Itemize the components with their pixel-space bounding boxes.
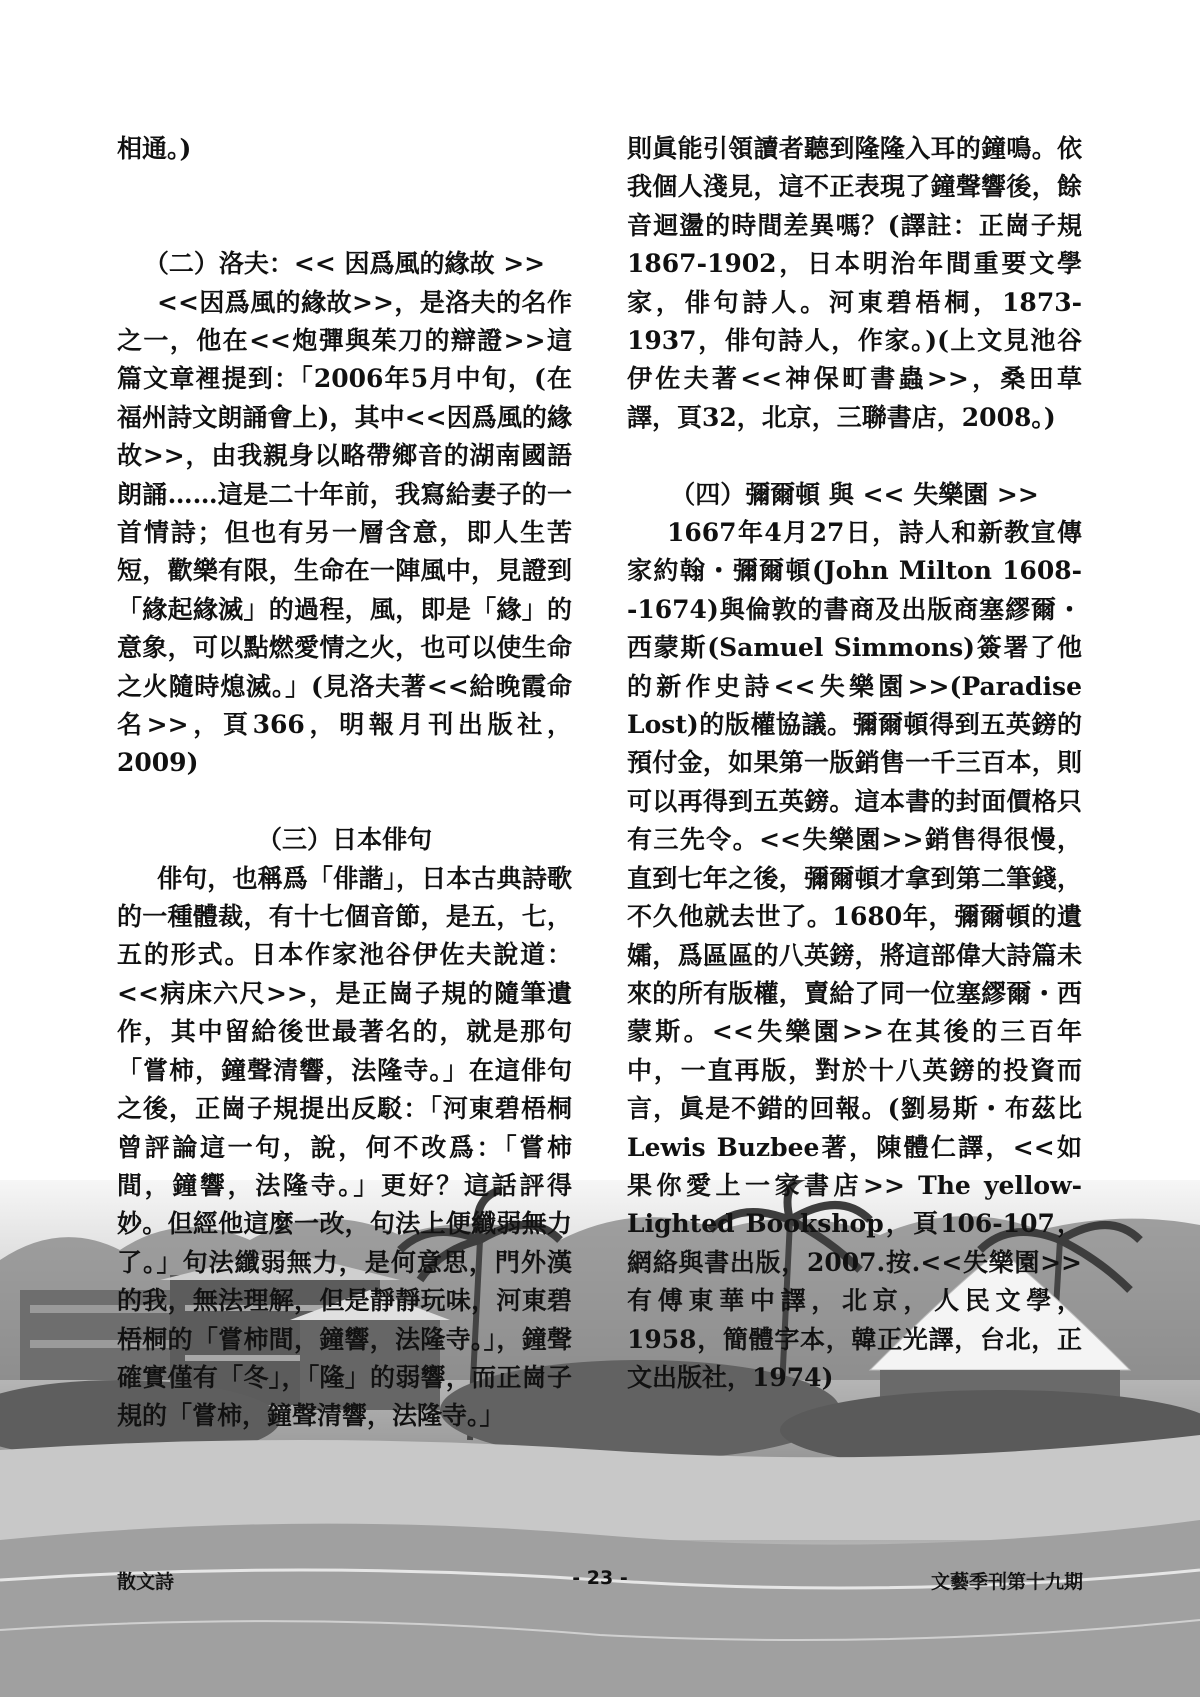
opening-fragment: 相通。): [117, 134, 192, 163]
right-column: [627, 130, 1082, 1397]
section-2-heading: （二）洛夫：<< 因爲風的緣故 >>: [143, 249, 546, 279]
footer-section-name: 散文詩: [117, 1571, 175, 1593]
section-2-body: <<因爲風的緣故>>，是洛夫的名作之一，他在<<炮彈與茱刀的辯證>>這篇文章裡提到：「2006年5月中旬，(在福州詩文朗誦會上)，其中<<因爲風的緣故>>，由我親身以略帶鄉音的湖南國語朗誦……這是二十年前，我寫給妻子的一首情詩；但也有另一層含意，即人生苦短，歡樂有限，生命在一陣風中，見證到「緣起緣滅」的過程，風，即是「緣」的意象，可以點燃愛情之火，也可以使生命之火隨時熄滅。」(見洛夫著<<給晚霞命名>>，頁366，明報月刊出版社，2009): [117, 287, 572, 778]
section-3-heading: （三）日本俳句: [256, 825, 432, 855]
section-3-continuation: 則眞能引領讀者聽到隆隆入耳的鐘鳴。依我個人淺見，這不正表現了鐘聲響後，餘音迴盪的時間差異嗎？(譯註：正崗子規1867-1902，日本明治年間重要文學家，俳句詩人。河東碧梧桐，1873-1937，俳句詩人，作家。)(上文見池谷伊佐夫著<<神保町書蟲>>，桑田草譯，頁32，北京，三聯書店，2008。): [627, 134, 1082, 432]
section-4-body: 1667年4月27日，詩人和新教宣傳家約翰・彌爾頓(John Milton 1608--1674)與倫敦的書商及出版商塞繆爾・西蒙斯(Samuel Simmons)簽署了他的新作史詩<<失樂園>>(Paradise Lost)的版權協議。彌爾頓得到五英鎊的預付金，如果第一版銷售一千三百本，則可以再得到五英鎊。這本書的封面價格只有三先令。<<失樂園>>銷售得很慢，直到七年之後，彌爾頓才拿到第二筆錢，不久他就去世了。1680年，彌爾頓的遺孀，爲區區的八英鎊，將這部偉大詩篇未來的所有版權，賣給了同一位塞繆爾・西蒙斯。<<失樂園>>在其後的三百年中，一直再版，對於十八英鎊的投資而言，眞是不錯的回報。(劉易斯・布茲比 Lewis Buzbee著，陳體仁譯，<<如果你愛上一家書店>> The yellow-Lighted Bookshop，頁106-107，網絡與書出版，2007.按.<<失樂園>>有傅東華中譯，北京，人民文學，1958，簡體字本，韓正光譯，台北，正文出版社，1974): [627, 518, 1082, 1392]
left-column: [117, 130, 572, 1436]
footer-page-number: - 23 -: [572, 1567, 628, 1589]
section-3-body: 俳句，也稱爲「俳諧」，日本古典詩歌的一種體裁，有十七個音節，是五，七，五的形式。日本作家池谷伊佐夫說道：<<病床六尺>>，是正崗子規的隨筆遺作，其中留給後世最著名的，就是那句「嘗柿，鐘聲清響，法隆寺。」在這俳句之後，正崗子規提出反駁：「河東碧梧桐曾評論這一句，說，何不改爲：「嘗柿間，鐘響，法隆寺。」更好？這話評得妙。但經他這麼一改，句法上便纖弱無力了。」句法纖弱無力，是何意思，門外漢的我，無法理解，但是靜靜玩味，河東碧梧桐的「嘗柿間，鐘響，法隆寺。」，鐘聲確實僅有「冬」，「隆」的弱響，而正崗子規的「嘗柿，鐘聲清響，法隆寺。」: [117, 863, 572, 1431]
section-4-heading: （四）彌爾頓 與 << 失樂園 >>: [670, 479, 1039, 509]
footer-publication: 文藝季刊第十九期: [930, 1571, 1083, 1593]
